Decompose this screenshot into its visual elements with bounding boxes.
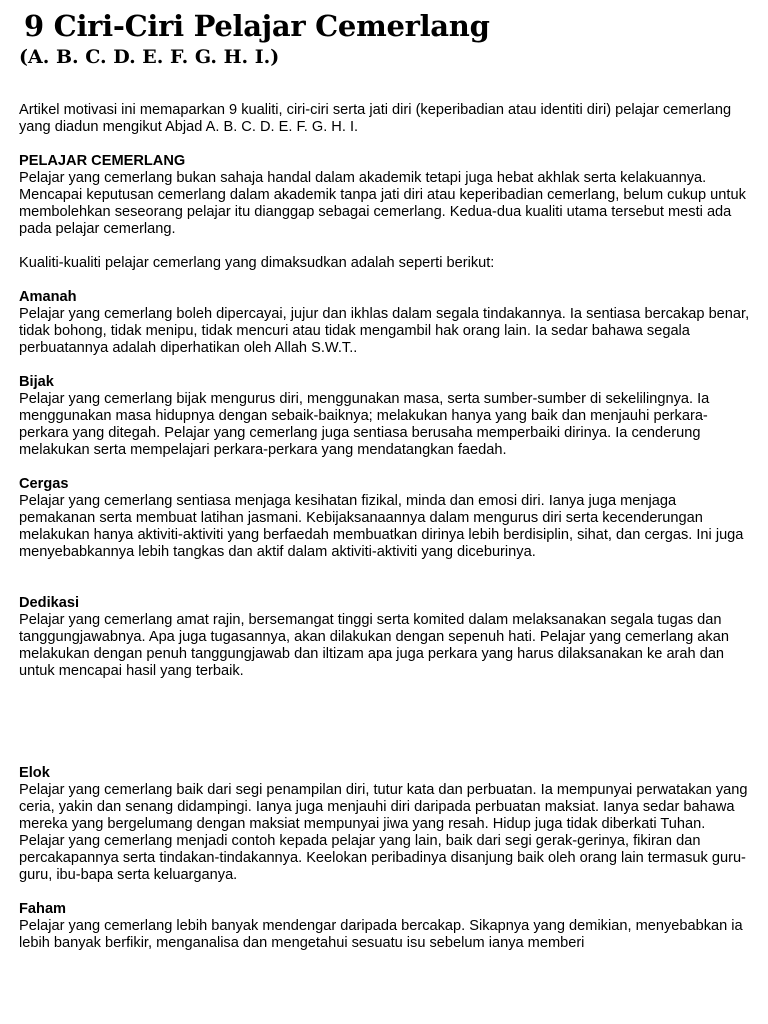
section-heading-elok: Elok xyxy=(19,765,50,781)
section-text-faham: Pelajar yang cemerlang lebih banyak mendengar daripada bercakap. Sikapnya yang demikian, menyebabkan ia lebih banyak berfikir, menganalisa dan mengetahui sesuatu isu sebelum ianya memberi xyxy=(19,918,743,951)
page-title: 9 Ciri-Ciri Pelajar Cemerlang xyxy=(24,9,490,43)
section-heading-amanah: Amanah xyxy=(19,289,77,305)
kualiti-intro-paragraph: Kualiti-kualiti pelajar cemerlang yang dimaksudkan adalah seperti berikut: xyxy=(19,255,495,271)
section-heading-bijak: Bijak xyxy=(19,374,54,390)
section-text-amanah: Pelajar yang cemerlang boleh dipercayai, jujur dan ikhlas dalam segala tindakannya. Ia sentiasa bercakap benar, tidak bohong, tidak menipu, tidak mencuri atau tidak mengambil hak orang lain. Ia sedar bahawa segala perbuatannya adalah diperhatikan oleh Allah S.W.T.. xyxy=(19,306,750,356)
section-text-dedikasi: Pelajar yang cemerlang amat rajin, bersemangat tinggi serta komited dalam melaksanakan segala tugas dan tanggungjawabnya. Apa juga tugasannya, akan dilakukan dengan sepenuh hati. Pelajar yang cemerlang akan melakukan dengan penuh tanggungjawab dan iltizam apa juga perkara yang harus dilaksanakan ke arah dan untuk mencapai hasil yang terbaik. xyxy=(19,612,729,679)
section-heading-dedikasi: Dedikasi xyxy=(19,595,80,611)
page-subtitle: (A. B. C. D. E. F. G. H. I.) xyxy=(19,46,280,68)
section-heading-faham: Faham xyxy=(19,901,67,917)
document-page xyxy=(19,0,754,952)
section-heading-cergas: Cergas xyxy=(19,476,69,492)
section-text-cergas: Pelajar yang cemerlang sentiasa menjaga kesihatan fizikal, minda dan emosi diri. Ianya juga menjaga pemakanan serta membuat latihan jasmani. Kebijaksanaannya dalam mengurus diri serta kecenderungan melakukan hanya aktiviti-aktiviti yang berfaedah membuatkan dirinya lebih berdisiplin, sihat, dan cergas. Ini juga menyebabkannya lebih tangkas dan aktif dalam aktiviti-aktiviti yang diceburinya. xyxy=(19,493,744,560)
section-text-bijak: Pelajar yang cemerlang bijak mengurus diri, menggunakan masa, serta sumber-sumber di sekelilingnya. Ia menggunakan masa hidupnya dengan sebaik-baiknya; melakukan hanya yang baik dan menjauhi perkara-perkara yang ditegah. Pelajar yang cemerlang juga sentiasa berusaha memperbaiki dirinya. Ia cenderung melakukan serta mempelajari perkara-perkara yang mendatangkan faedah. xyxy=(19,391,710,458)
article-body xyxy=(19,102,754,952)
section-heading-pelajar-cemerlang: PELAJAR CEMERLANG xyxy=(19,153,186,169)
intro-paragraph: Artikel motivasi ini memaparkan 9 kualiti, ciri-ciri serta jati diri (keperibadian atau identiti diri) pelajar cemerlang yang diadun mengikut Abjad A. B. C. D. E. F. G. H. I. xyxy=(19,102,732,135)
section-text-pelajar-cemerlang: Pelajar yang cemerlang bukan sahaja handal dalam akademik tetapi juga hebat akhlak serta kelakuannya. Mencapai keputusan cemerlang dalam akademik tanpa jati diri atau keperibadian cemerlang, belum cukup untuk membolehkan seseorang pelajar itu dianggap sebagai cemerlang. Kedua-dua kualiti utama tersebut mesti ada pada pelajar cemerlang. xyxy=(19,170,746,237)
section-text-elok-2: Pelajar yang cemerlang menjadi contoh kepada pelajar yang lain, baik dari segi gerak-gerinya, fikiran dan percakapannya serta tindakan-tindakannya. Keelokan peribadinya disanjung baik oleh orang lain termasuk guru-guru, ibu-bapa serta keluarganya. xyxy=(19,833,746,883)
section-text-elok-1: Pelajar yang cemerlang baik dari segi penampilan diri, tutur kata dan perbuatan. Ia mempunyai perwatakan yang ceria, yakin dan senang didampingi. Ianya juga menjauhi diri daripada perbuatan maksiat. Ianya sedar bahawa mereka yang bergelumang dengan maksiat mempunyai jiwa yang resah. Hidup juga tidak diberkati Tuhan. xyxy=(19,782,748,832)
